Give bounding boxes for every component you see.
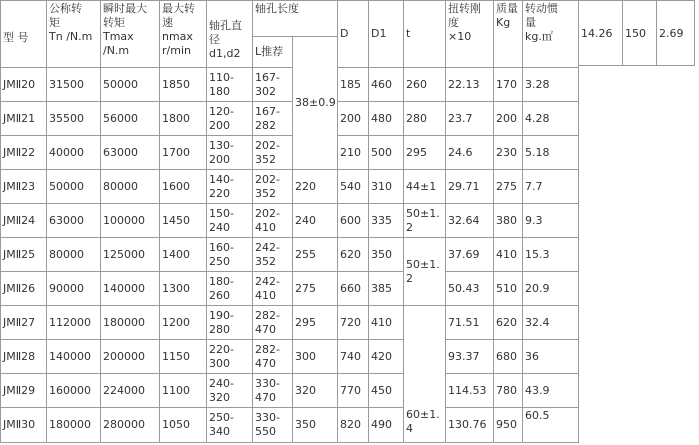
header-peak-torque: 瞬时最大 转矩 Tmax /N.m (101, 1, 160, 68)
cell-bore-length: 282- 470 (253, 340, 293, 374)
header-t: t (404, 1, 446, 68)
cell-bore-diameter: 140- 220 (207, 170, 253, 204)
cell-t-merged: 60±1.4 (404, 306, 446, 443)
cell-mass: 200 (494, 102, 523, 136)
cell-d1: 410 (369, 306, 404, 340)
cell-tmax: 50000 (101, 68, 160, 102)
cell-tn: 63000 (47, 204, 101, 238)
cell-model: JMⅡ20 (1, 68, 47, 102)
cell-tmax: 280000 (101, 408, 160, 443)
cell-model: JMⅡ27 (1, 306, 47, 340)
cell-stiffness: 23.7 (446, 102, 494, 136)
cell-model: JMⅡ28 (1, 340, 47, 374)
cell-tmax: 56000 (101, 102, 160, 136)
cell-tmax: 224000 (101, 374, 160, 408)
cell-tmax: 63000 (101, 136, 160, 170)
table-row (1, 204, 579, 238)
cell-nmax: 1600 (160, 170, 207, 204)
cell-d1: 385 (369, 272, 404, 306)
cell-nmax: 1850 (160, 68, 207, 102)
table-row (1, 102, 579, 136)
extra-cell: 150 (623, 1, 657, 66)
header-row (1, 1, 579, 37)
header-inertia: 转动惯 量 kg.㎡ (523, 1, 579, 68)
cell-inertia: 5.18 (523, 136, 579, 170)
cell-mass: 510 (494, 272, 523, 306)
cell-bore-length: 330- 470 (253, 374, 293, 408)
extra-values-table (578, 0, 695, 66)
cell-bore-length: 330- 550 (253, 408, 293, 443)
cell-stiffness: 22.13 (446, 68, 494, 102)
cell-mass: 275 (494, 170, 523, 204)
header-max-speed: 最大转 速 nmax r/min (160, 1, 207, 68)
cell-inertia: 32.4 (523, 306, 579, 340)
cell-model: JMⅡ24 (1, 204, 47, 238)
cell-d: 770 (338, 374, 369, 408)
cell-d: 600 (338, 204, 369, 238)
header-bore-diameter: 轴孔直 径 d1,d2 (207, 1, 253, 68)
cell-d: 620 (338, 238, 369, 272)
cell-inertia: 9.3 (523, 204, 579, 238)
table-row (1, 374, 579, 408)
cell-d: 740 (338, 340, 369, 374)
cell-inertia: 43.9 (523, 374, 579, 408)
cell-nmax: 1800 (160, 102, 207, 136)
cell-tmax: 200000 (101, 340, 160, 374)
cell-mass: 380 (494, 204, 523, 238)
cell-bore-length-2: 275 (293, 272, 338, 306)
cell-bore-diameter: 250- 340 (207, 408, 253, 443)
cell-d: 210 (338, 136, 369, 170)
cell-model: JMⅡ22 (1, 136, 47, 170)
cell-inertia: 15.3 (523, 238, 579, 272)
cell-t-merged: 50±1.2 (404, 238, 446, 306)
cell-tn: 80000 (47, 238, 101, 272)
cell-d1: 350 (369, 238, 404, 272)
cell-nmax: 1300 (160, 272, 207, 306)
cell-bore-length: 167- 302 (253, 68, 293, 102)
table-row (1, 306, 579, 340)
cell-stiffness: 37.69 (446, 238, 494, 272)
header-nominal-torque: 公称转 矩 Tn /N.m (47, 1, 101, 68)
table-row (1, 272, 579, 306)
cell-d1: 335 (369, 204, 404, 238)
extra-cell: 14.26 (579, 1, 623, 66)
cell-d1: 460 (369, 68, 404, 102)
cell-bore-length-2: 320 (293, 374, 338, 408)
cell-bore-length: 202- 410 (253, 204, 293, 238)
cell-inertia: 7.7 (523, 170, 579, 204)
cell-bore-diameter: 160- 250 (207, 238, 253, 272)
cell-bore-length: 242- 410 (253, 272, 293, 306)
cell-bore-length-2: 295 (293, 306, 338, 340)
cell-bore-length: 202- 352 (253, 136, 293, 170)
table-row (1, 170, 579, 204)
cell-bore-length-2: 350 (293, 408, 338, 443)
cell-d1: 500 (369, 136, 404, 170)
cell-stiffness: 93.37 (446, 340, 494, 374)
cell-d: 720 (338, 306, 369, 340)
cell-stiffness: 32.64 (446, 204, 494, 238)
header-model: 型 号 (1, 1, 47, 68)
header-bore-length: 轴孔长度 (253, 1, 338, 37)
cell-bore-diameter: 120- 200 (207, 102, 253, 136)
header-bore-length-recommended: L推荐 (253, 37, 293, 68)
cell-nmax: 1700 (160, 136, 207, 170)
cell-mass: 230 (494, 136, 523, 170)
cell-bore-length-2: 255 (293, 238, 338, 272)
cell-model: JMⅡ21 (1, 102, 47, 136)
cell-d: 820 (338, 408, 369, 443)
cell-tn: 160000 (47, 374, 101, 408)
header-mass: 质量 Kg (494, 1, 523, 68)
cell-stiffness: 50.43 (446, 272, 494, 306)
extra-row (579, 1, 695, 66)
cell-t: 44±1 (404, 170, 446, 204)
table-row (1, 340, 579, 374)
cell-stiffness: 130.76 (446, 408, 494, 443)
cell-tn: 40000 (47, 136, 101, 170)
cell-d: 200 (338, 102, 369, 136)
cell-model: JMⅡ30 (1, 408, 47, 443)
cell-bore-diameter: 150- 240 (207, 204, 253, 238)
cell-stiffness: 71.51 (446, 306, 494, 340)
cell-d1: 420 (369, 340, 404, 374)
cell-bore-diameter: 110- 180 (207, 68, 253, 102)
cell-nmax: 1200 (160, 306, 207, 340)
cell-nmax: 1150 (160, 340, 207, 374)
cell-nmax: 1450 (160, 204, 207, 238)
cell-d1: 450 (369, 374, 404, 408)
cell-tmax: 100000 (101, 204, 160, 238)
cell-inertia: 60.5 (523, 408, 579, 443)
cell-tn: 35500 (47, 102, 101, 136)
cell-bore-diameter: 240- 320 (207, 374, 253, 408)
cell-stiffness: 24.6 (446, 136, 494, 170)
cell-mass: 780 (494, 374, 523, 408)
cell-tn: 140000 (47, 340, 101, 374)
cell-bore-diameter: 220- 300 (207, 340, 253, 374)
cell-bore-diameter: 180- 260 (207, 272, 253, 306)
cell-mass: 170 (494, 68, 523, 102)
cell-mass: 950 (494, 408, 523, 443)
cell-tmax: 140000 (101, 272, 160, 306)
cell-nmax: 1050 (160, 408, 207, 443)
cell-tmax: 180000 (101, 306, 160, 340)
header-torsional-stiffness: 扭转刚 度 ×10 (446, 1, 494, 68)
cell-tmax: 125000 (101, 238, 160, 272)
cell-t: 280 (404, 102, 446, 136)
cell-d1: 480 (369, 102, 404, 136)
header-d: D (338, 1, 369, 68)
cell-nmax: 1100 (160, 374, 207, 408)
table-row (1, 68, 579, 102)
cell-tn: 31500 (47, 68, 101, 102)
cell-mass: 410 (494, 238, 523, 272)
cell-nmax: 1400 (160, 238, 207, 272)
cell-tmax: 80000 (101, 170, 160, 204)
cell-model: JMⅡ23 (1, 170, 47, 204)
extra-cell: 2.69 (657, 1, 695, 66)
cell-model: JMⅡ25 (1, 238, 47, 272)
cell-model: JMⅡ29 (1, 374, 47, 408)
cell-mass: 680 (494, 340, 523, 374)
cell-bore-length: 167- 282 (253, 102, 293, 136)
table-row (1, 408, 579, 443)
cell-tn: 90000 (47, 272, 101, 306)
cell-bore-length-2: 220 (293, 170, 338, 204)
header-d1: D1 (369, 1, 404, 68)
cell-t: 260 (404, 68, 446, 102)
cell-tn: 180000 (47, 408, 101, 443)
table-row (1, 238, 579, 272)
cell-inertia: 3.28 (523, 68, 579, 102)
cell-d: 660 (338, 272, 369, 306)
cell-inertia: 20.9 (523, 272, 579, 306)
cell-bore-diameter: 190- 280 (207, 306, 253, 340)
cell-tn: 112000 (47, 306, 101, 340)
cell-bore-length: 282- 470 (253, 306, 293, 340)
cell-bore-length: 202- 352 (253, 170, 293, 204)
cell-stiffness: 29.71 (446, 170, 494, 204)
cell-model: JMⅡ26 (1, 272, 47, 306)
cell-t: 295 (404, 136, 446, 170)
cell-tn: 50000 (47, 170, 101, 204)
cell-d1: 490 (369, 408, 404, 443)
cell-d: 540 (338, 170, 369, 204)
cell-bore-diameter: 130- 200 (207, 136, 253, 170)
cell-d: 185 (338, 68, 369, 102)
cell-bore-length: 242- 352 (253, 238, 293, 272)
cell-inertia: 4.28 (523, 102, 579, 136)
cell-inertia: 36 (523, 340, 579, 374)
cell-t: 50±1.2 (404, 204, 446, 238)
cell-stiffness: 114.53 (446, 374, 494, 408)
cell-mass: 620 (494, 306, 523, 340)
cell-d1: 310 (369, 170, 404, 204)
bore-length-merged: 38±0.9 (293, 37, 338, 170)
table-row (1, 136, 579, 170)
cell-bore-length-2: 240 (293, 204, 338, 238)
cell-bore-length-2: 300 (293, 340, 338, 374)
